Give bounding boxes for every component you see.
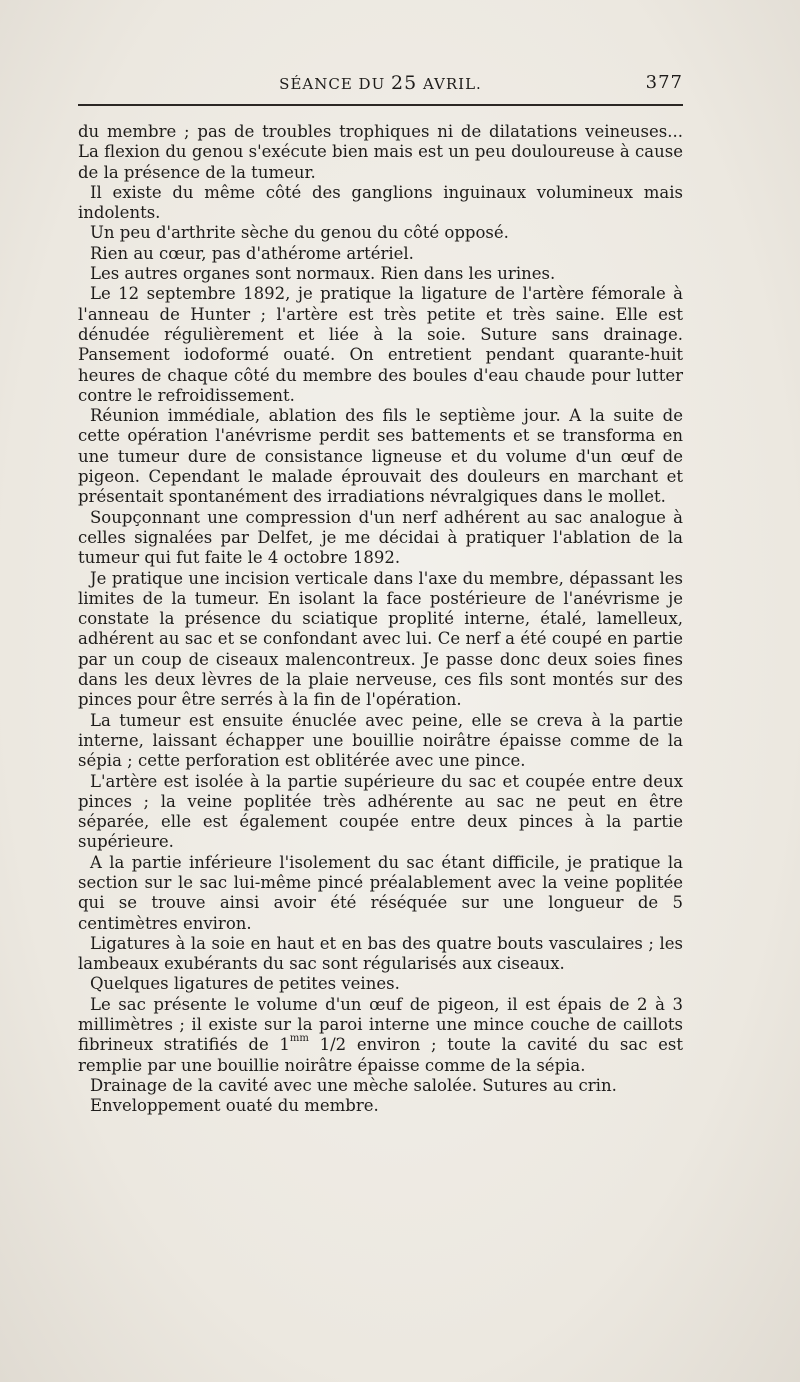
paragraph: Je pratique une incision verticale dans l'axe du membre, dépassant les limites de la tumeur. En isolant la face postérieure de l'anévrisme je constate la présence du sciatique proplité interne, étalé, lamelleux, adhérent au sac et se confondant avec lui. Ce nerf a été coupé en partie par un coup de ciseaux malencontreux. Je passe donc deux soies fines dans les deux lèvres de la plaie nerveuse, ces fils sont montés sur des pinces pour être serrés à la fin de l'opération.: [78, 568, 683, 710]
paragraph: Soupçonnant une compression d'un nerf adhérent au sac analogue à celles signalées par Delfet, je me décidai à pratiquer l'ablation de la tumeur qui fut faite le 4 octobre 1892.: [78, 507, 683, 568]
paragraph: Quelques ligatures de petites veines.: [90, 974, 400, 994]
running-header: [78, 72, 683, 100]
paragraph: Ligatures à la soie en haut et en bas des quatre bouts vasculaires ; les lambeaux exubérants du sac sont régularisés aux ciseaux.: [78, 933, 683, 974]
sac-text-start: Le sac présente le volume d'un œuf de pigeon, il est épais de 2 à 3 millimètres ; il existe sur la paroi interne une mince couche de caillots fibrineux stratifiés de 1: [78, 994, 683, 1055]
running-title: [78, 72, 683, 94]
paragraph: La tumeur est ensuite énuclée avec peine, elle se creva à la partie interne, laissant échapper une bouillie noirâtre épaisse comme de la sépia ; cette perforation est oblitérée avec une pince.: [78, 710, 683, 771]
paragraph: Le 12 septembre 1892, je pratique la ligature de l'artère fémorale à l'anneau de Hunter ; l'artère est très petite et très saine. Elle est dénudée régulièrement et liée à la soie. Suture sans drainage. Pansement iodoformé ouaté. On entretient pendant quarante-huit heures de chaque côté du membre des boules d'eau chaude pour lutter contre le refroidissement.: [78, 284, 683, 405]
header-rule: [78, 104, 683, 106]
title-prefix: SÉANCE DU: [279, 75, 391, 93]
title-month: AVRIL.: [417, 75, 482, 93]
paragraph: A la partie inférieure l'isolement du sac étant difficile, je pratique la section sur le sac lui-même pincé préalablement avec la veine poplitée qui se trouve ainsi avoir été réséquée sur une longueur de 5 centimètres environ.: [78, 852, 683, 933]
paragraph: Réunion immédiale, ablation des fils le septième jour. A la suite de cette opération l'anévrisme perdit ses battements et se transforma en une tumeur dure de consistance ligneuse et du volume d'un œuf de pigeon. Cependant le malade éprouvait des douleurs en marchant et présentait spontanément des irradiations névralgiques dans le mollet.: [78, 406, 683, 507]
paragraph: Drainage de la cavité avec une mèche salolée. Sutures au crin.: [90, 1075, 617, 1095]
paragraph: Enveloppement ouaté du membre.: [90, 1096, 379, 1116]
paragraph: Il existe du même côté des ganglions inguinaux volumineux mais indolents.: [78, 182, 683, 223]
paragraph: Un peu d'arthrite sèche du genou du côté opposé.: [90, 223, 509, 243]
paragraph: du membre ; pas de troubles trophiques ni de dilatations veineuses... La flexion du genou s'exécute bien mais est un peu douloureuse à cause de la présence de la tumeur.: [78, 122, 683, 182]
paragraph: L'artère est isolée à la partie supérieure du sac et coupée entre deux pinces ; la veine poplitée très adhérente au sac ne peut en être séparée, elle est également coupée entre deux pinces à la partie supérieure.: [78, 771, 683, 852]
paragraph: Rien au cœur, pas d'athérome artériel.: [90, 243, 414, 263]
page-number: 377: [645, 72, 683, 93]
sac-text-end: 1/2 environ ; toute la cavité du sac est remplie par une bouillie noirâtre épaisse comme de la sépia.: [78, 1035, 683, 1075]
body-text: [78, 122, 683, 1117]
superscript-mm: mm: [289, 1033, 309, 1045]
paragraph: Les autres organes sont normaux. Rien dans les urines.: [90, 264, 556, 284]
title-day: 25: [391, 72, 418, 94]
paragraph-sac: [78, 995, 683, 1076]
